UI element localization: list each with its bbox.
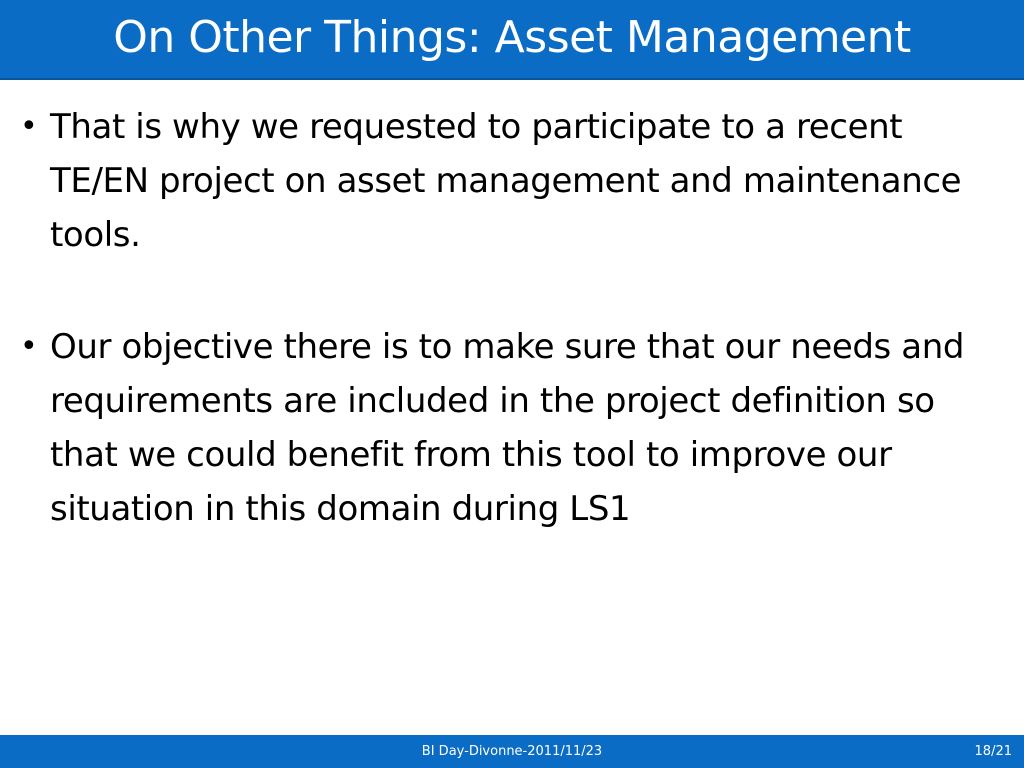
- bullet-dot-icon: •: [20, 109, 38, 144]
- footer-event-label: BI Day-Divonne-2011/11/23: [421, 744, 603, 759]
- footer-page-number: 18/21: [974, 744, 1012, 759]
- slide-title: On Other Things: Asset Management: [113, 12, 911, 63]
- bullet-text: Our objective there is to make sure that our needs and requirements are included in the project definition so that we could benefit from this tool to improve our situation in this domain during LS1: [50, 327, 965, 529]
- title-bar: [0, 0, 1024, 80]
- footer-bar: [0, 735, 1024, 768]
- bullet-text: That is why we requested to participate to a recent TE/EN project on asset management and maintenance tools.: [50, 107, 962, 255]
- bullet-item: [16, 100, 1006, 262]
- slide-content: [16, 100, 1006, 536]
- bullet-item: [16, 320, 1006, 536]
- bullet-dot-icon: •: [20, 329, 38, 364]
